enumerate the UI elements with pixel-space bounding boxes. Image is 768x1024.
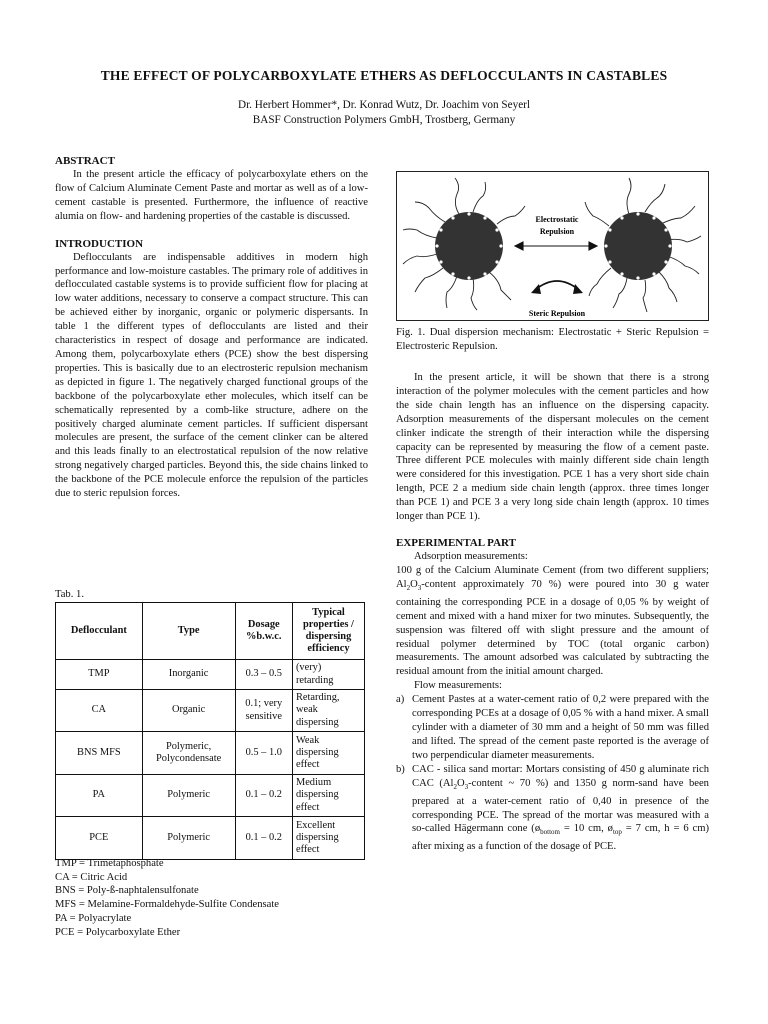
- authors: Dr. Herbert Hommer*, Dr. Konrad Wutz, Dr. Joachim von Seyerl: [237, 99, 530, 111]
- electrostatic-arrow: [515, 242, 597, 250]
- left-column: [55, 154, 368, 501]
- label-steric-repulsion: Steric Repulsion: [528, 309, 586, 318]
- table-header-row: [56, 603, 365, 660]
- abstract-heading: ABSTRACT: [55, 155, 115, 167]
- table-cell: 0.1; very sensitive: [235, 690, 292, 732]
- abbreviation: MFS = Melamine-Formaldehyde-Sulfite Condensate: [55, 899, 279, 911]
- cement-particle-left: [435, 212, 503, 280]
- table-row: [56, 690, 365, 732]
- table-header: Deflocculant: [56, 603, 143, 660]
- table-cell: 0.3 – 0.5: [235, 660, 292, 690]
- table-cell: 0.1 – 0.2: [235, 817, 292, 860]
- paper-title: THE EFFECT OF POLYCARBOXYLATE ETHERS AS DEFLOCCULANTS IN CASTABLES: [100, 68, 668, 83]
- list-item-a: [396, 693, 709, 763]
- adsorption-text: 100 g of the Calcium Aluminate Cement (from two different suppliers; $Al_2O_3$-content approximately 70 %) were poured into 30 g water containing the corresponding PCE in a dosage of 0,05 % by weight of cement and mixed with a hand mixer for two minutes. Subsequently, the suspension was filtered off with slight pressure and the amount of residual polymer determined by TOC (total organic carbon) measurements. The amount adsorbed was calculated by subtracting the residual amount from the initial amount charged.: [396, 564, 709, 678]
- table-row: [56, 732, 365, 775]
- table-cell: Inorganic: [142, 660, 235, 690]
- table-cell: PCE: [56, 817, 143, 860]
- table-label: Tab. 1.: [55, 589, 84, 600]
- abbreviation: PCE = Polycarboxylate Ether: [55, 926, 181, 938]
- list-marker: a): [396, 694, 405, 706]
- steric-arrow: [535, 281, 579, 290]
- adsorption-heading: Adsorption measurements:: [414, 550, 528, 562]
- table-cell: 0.1 – 0.2: [235, 775, 292, 817]
- table-cell: Medium dispersing effect: [292, 775, 364, 817]
- abbreviation-list: [55, 857, 279, 939]
- present-article-text: In the present article, it will be shown that there is a strong interaction of the polymer molecules with the cement particles and how the side chain length has an influence on the dispersing capacity. Adsorption measurements of the dispersant molecules on the cement clinker indicate the strength of their interaction while the dispersing capacity can be represented by measuring the flow of a cement paste. Three different PCE molecules with mainly different side chain length were considered for this investigation. PCE 1 has a very short side chain length, PCE 2 a medium side chain length (approx. three times longer than PCE 1) and PCE 3 a very long side chain length (approx. 10 times longer than PCE 1).: [396, 372, 709, 523]
- table-cell: CA: [56, 690, 143, 732]
- table-row: [56, 660, 365, 690]
- table-header: Dosage %b.w.c.: [235, 603, 292, 660]
- abbreviation: TMP = Trimetaphosphate: [55, 858, 164, 869]
- flow-heading: Flow measurements:: [414, 680, 502, 692]
- table-cell: Polymeric, Polycondensate: [142, 732, 235, 775]
- label-repulsion: Repulsion: [539, 227, 575, 236]
- introduction-text: Deflocculants are indispensable additives in modern high performance and low-moisture castables. The primary role of additives in deflocculated castable systems is to provide sufficient flow for placing at low water additions, necessary to conserve a compact structure. This can be achieved either by inorganic, organic or polymeric dispersants. In table 1 the different types of deflocculants are listed and their characteristics in respect of dosage and performance are indicated. Among them, polycarboxylate ethers (PCE) show the best dispersing properties. This is basically due to an electrosteric repulsion mechanism as depicted in figure 1. The negatively charged functional groups of the backbone of the polycarboxylate ether molecules, which itself can be schematically represented by a comb-like structure, adhere on the positively charged aluminate cement particles. If sufficient dispersant molecules are present, the surface of the cement clinker can be altered and this leads finally to an electrostatical repulsion of the now relative strong negatively charged particles. Beyond this, the side chains linked to the backbone of the PCE molecule enforce the repulsion of the particles due to steric repulsion forces.: [55, 251, 368, 500]
- list-item-b: [396, 763, 709, 855]
- table-cell: Polymeric: [142, 775, 235, 817]
- table-cell: Weak dispersing effect: [292, 732, 364, 775]
- table-cell: Excellent dispersing effect: [292, 817, 364, 860]
- table-cell: PA: [56, 775, 143, 817]
- right-column: [396, 371, 709, 854]
- table-header: Type: [142, 603, 235, 660]
- label-electrostatic: Electrostatic: [535, 215, 579, 224]
- abstract-text: In the present article the efficacy of polycarboxylate ethers on the flow of Calcium Aluminate Cement Paste and mortar as well as of a low-cement castable is presented. Furthermore, the influence of reactive alumia on flow- and hardening properties of the castable is discussed.: [55, 169, 368, 222]
- table-cell: 0.5 – 1.0: [235, 732, 292, 775]
- figure-caption: Fig. 1. Dual dispersion mechanism: Electrostatic + Steric Repulsion = Electrosteric Repulsion.: [396, 327, 709, 352]
- list-item-text: CAC - silica sand mortar: Mortars consisting of 450 g aluminate rich CAC ($Al_2O_3$-content ~ 70 %) and 1350 g norm-sand have been prepared at a water-cement ratio of 0,40 in presence of the corresponding PCE. The spread of the mortar was measured with a so-called Hägermann cone ($ø_{bottom} = 10$ cm, $ø_{top} = 7$ cm, h = 6 cm) after mixing as a function of the dosage of PCE.: [412, 763, 709, 853]
- table-cell: BNS MFS: [56, 732, 143, 775]
- introduction-heading: INTRODUCTION: [55, 237, 144, 250]
- figure-1: [396, 171, 709, 321]
- abbreviation: BNS = Poly-ß-naphtalensulfonate: [55, 885, 199, 897]
- table-cell: Organic: [142, 690, 235, 732]
- table-cell: Retarding, weak dispersing: [292, 690, 364, 732]
- table-cell: Polymeric: [142, 817, 235, 860]
- cement-particle-right: [604, 212, 672, 280]
- table-header: Typical properties / dispersing efficiency: [292, 603, 364, 660]
- abbreviation: CA = Citric Acid: [55, 871, 128, 883]
- abbreviation: PA = Polyacrylate: [55, 912, 132, 924]
- table-row: [56, 775, 365, 817]
- list-item-text: Cement Pastes at a water-cement ratio of 0,2 were prepared with the corresponding PCEs at a dosage of 0,05 % with a hand mixer. A small cylinder with a diameter of 30 mm and a height of 50 mm was filled and lifted. The spread of the cement paste reported is the average of two perpendicular diameter measurements.: [412, 694, 709, 761]
- table-cell: (very) retarding: [292, 660, 364, 690]
- author-block: [0, 98, 768, 128]
- affiliation: BASF Construction Polymers GmbH, Trostberg, Germany: [252, 114, 516, 126]
- table-row: [56, 817, 365, 860]
- list-marker: b): [396, 763, 405, 775]
- dispersion-diagram: [397, 172, 708, 320]
- table-cell: TMP: [56, 660, 143, 690]
- experimental-heading: EXPERIMENTAL PART: [396, 536, 516, 549]
- deflocculant-table: [55, 602, 365, 860]
